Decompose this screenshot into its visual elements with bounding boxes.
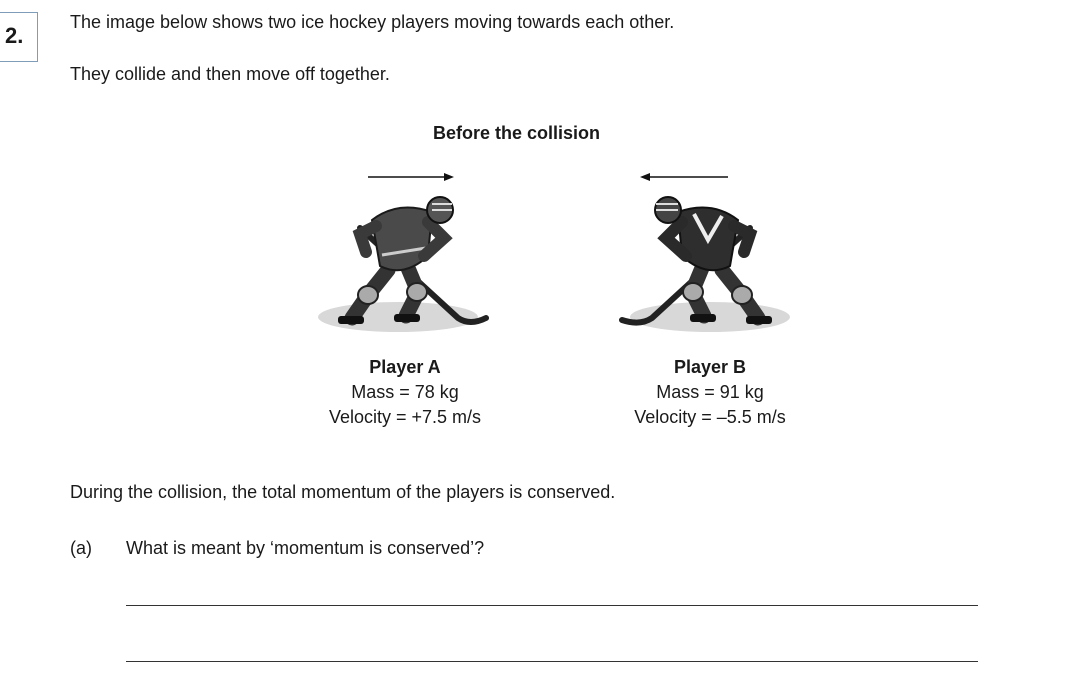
answer-line[interactable] [126, 661, 978, 662]
figure-title: Before the collision [433, 123, 601, 143]
player-b-name: Player B [673, 357, 747, 377]
answer-line[interactable] [126, 605, 978, 606]
part-a-label: (a) [70, 538, 92, 558]
part-a-prompt: What is meant by ‘momentum is conserved’? [126, 538, 485, 558]
player-b-mass: Mass = 91 kg [656, 382, 764, 402]
player-a-mass: Mass = 78 kg [351, 382, 459, 402]
player-b-illustration [610, 160, 800, 340]
question-number: 2. [0, 12, 38, 62]
left-arrow-icon [640, 173, 728, 181]
player-a-illustration [310, 160, 500, 340]
player-a-velocity: Velocity = +7.5 m/s [328, 407, 482, 427]
intro-line-1: The image below shows two ice hockey players moving towards each other. [70, 12, 675, 32]
conservation-statement: During the collision, the total momentum of the players is conserved. [70, 482, 616, 502]
right-arrow-icon [368, 173, 454, 181]
player-a-label [300, 355, 510, 430]
player-b-velocity: Velocity = –5.5 m/s [634, 407, 786, 427]
player-a-name: Player A [369, 357, 441, 377]
player-b-label [600, 355, 820, 430]
intro-line-2: They collide and then move off together. [70, 64, 390, 84]
